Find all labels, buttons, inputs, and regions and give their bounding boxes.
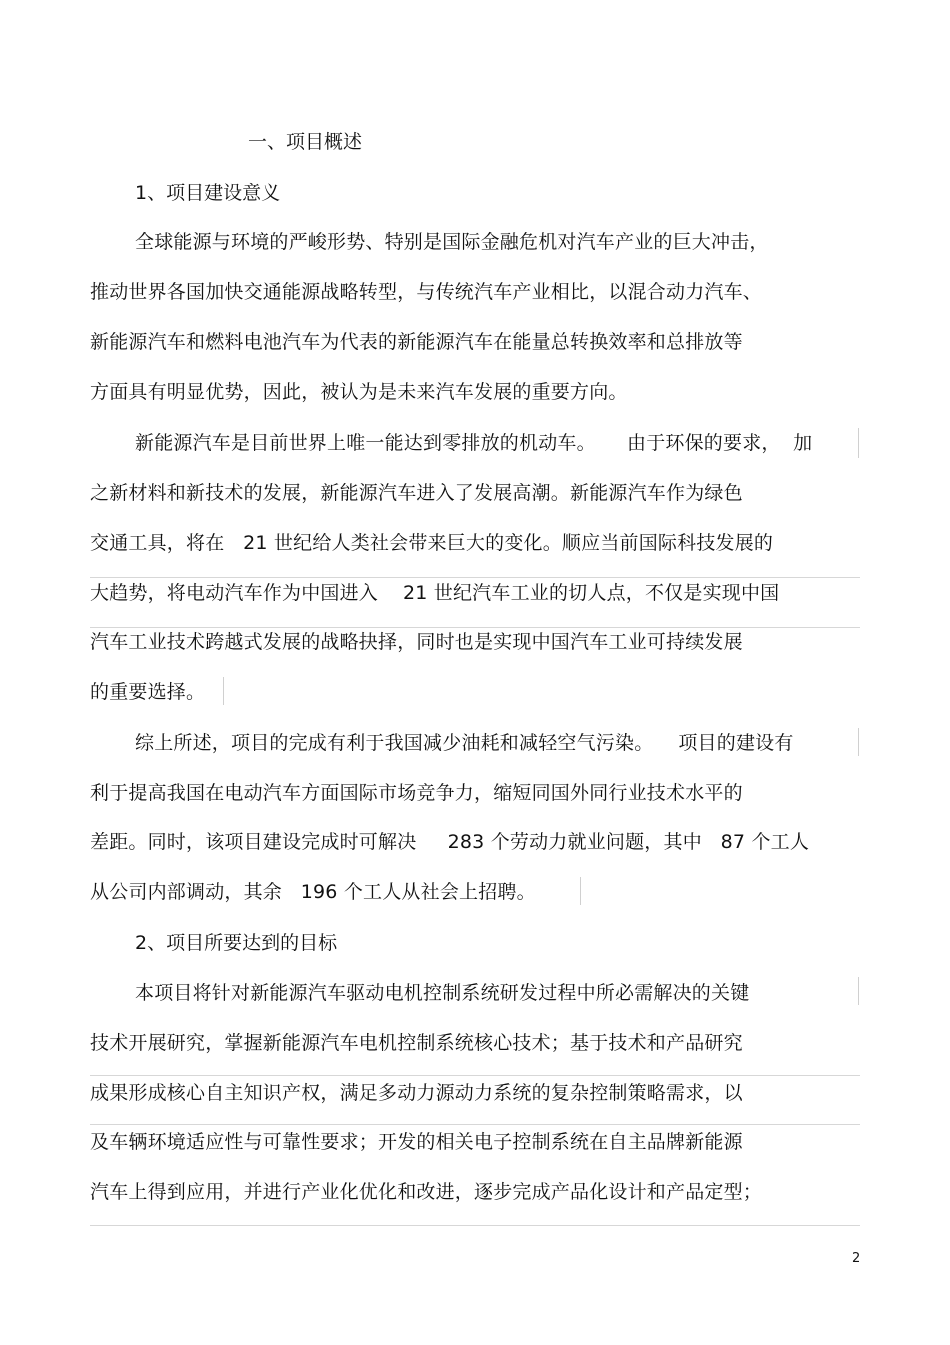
para4-line-4: 及车辆环境适应性与可靠性要求；开发的相关电子控制系统在自主品牌新能源 (90, 1131, 743, 1153)
para1-line-3: 新能源汽车和燃料电池汽车为代表的新能源汽车在能量总转换效率和总排放等 (90, 331, 743, 353)
page-number: 2 (852, 1251, 861, 1266)
para2-line-6: 的重要选择。 (90, 681, 206, 703)
scan-rule (90, 627, 860, 628)
para2-line-1: 新能源汽车是目前世界上唯一能达到零排放的机动车。 由于环保的要求， 加 (135, 432, 813, 454)
para4-line-2: 技术开展研究，掌握新能源汽车电机控制系统核心技术；基于技术和产品研究 (90, 1032, 743, 1054)
para4-line-1: 本项目将针对新能源汽车驱动电机控制系统研发过程中所必需解决的关键 (135, 982, 750, 1004)
para2-line-4: 大趋势，将电动汽车作为中国进入 21 世纪汽车工业的切人点，不仅是实现中国 (90, 582, 780, 604)
scan-rule (90, 1124, 860, 1125)
scan-tick (858, 977, 859, 1005)
scan-tick (858, 428, 859, 458)
scan-tick (223, 677, 224, 705)
para1-line-4: 方面具有明显优势，因此，被认为是未来汽车发展的重要方向。 (90, 381, 628, 403)
para3-line-4: 从公司内部调动，其余 196 个工人从社会上招聘。 (90, 881, 536, 903)
para2-line-3: 交通工具，将在 21 世纪给人类社会带来巨大的变化。顺应当前国际科技发展的 (90, 532, 774, 554)
scan-rule (90, 577, 860, 578)
scan-tick (580, 877, 581, 905)
para3-line-2: 利于提高我国在电动汽车方面国际市场竞争力，缩短同国外同行业技术水平的 (90, 782, 743, 804)
para4-line-3: 成果形成核心自主知识产权，满足多动力源动力系统的复杂控制策略需求，以 (90, 1082, 743, 1104)
scan-rule (90, 1075, 860, 1076)
para3-line-1: 综上所述，项目的完成有利于我国减少油耗和减轻空气污染。 项目的建设有 (135, 732, 794, 754)
para2-line-2: 之新材料和新技术的发展，新能源汽车进入了发展高潮。新能源汽车作为绿色 (90, 482, 743, 504)
subsection-heading-2: 2、项目所要达到的目标 (135, 932, 338, 954)
scan-tick (858, 728, 859, 756)
para1-line-2: 推动世界各国加快交通能源战略转型，与传统汽车产业相比，以混合动力汽车、 (90, 281, 763, 303)
scan-rule (90, 1225, 860, 1226)
section-heading: 一、项目概述 (248, 131, 363, 153)
para3-line-3: 差距。同时，该项目建设完成时可解决 283 个劳动力就业问题，其中 87 个工人 (90, 831, 810, 853)
subsection-heading-1: 1、项目建设意义 (135, 182, 281, 204)
para1-line-1: 全球能源与环境的严峻形势、特别是国际金融危机对汽车产业的巨大冲击， (135, 231, 769, 253)
para2-line-5: 汽车工业技术跨越式发展的战略抉择，同时也是实现中国汽车工业可持续发展 (90, 631, 743, 653)
para4-line-5: 汽车上得到应用，并进行产业化优化和改进，逐步完成产品化设计和产品定型； (90, 1181, 763, 1203)
